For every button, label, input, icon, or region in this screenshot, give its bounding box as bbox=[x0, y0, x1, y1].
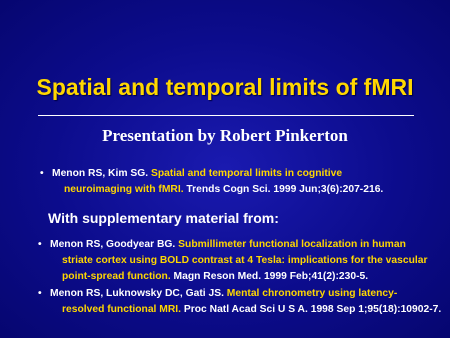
presenter-line: Presentation by Robert Pinkerton bbox=[102, 126, 348, 145]
reference-1-citation: Trends Cogn Sci. 1999 Jun;3(6):207-216. bbox=[183, 184, 384, 195]
slide-title: Spatial and temporal limits of fMRI bbox=[36, 74, 414, 100]
reference-2-title: Submillimeter functional localization in human bbox=[178, 239, 406, 250]
bullet-icon: • bbox=[38, 288, 42, 299]
reference-3-line-1 bbox=[50, 286, 441, 302]
reference-3-citation: Proc Natl Acad Sci U S A. 1998 Sep 1;95(18):10902-7. bbox=[181, 304, 442, 315]
reference-2-line-3 bbox=[50, 269, 427, 285]
bullet-icon: • bbox=[40, 168, 44, 179]
bullet-icon: • bbox=[38, 239, 42, 250]
reference-2-citation: Magn Reson Med. 1999 Feb;41(2):230-5. bbox=[170, 271, 369, 282]
reference-1-title-cont: neuroimaging with fMRI. bbox=[64, 184, 184, 195]
reference-2-title-cont: striate cortex using BOLD contrast at 4 Tesla: implications for the vascular bbox=[62, 255, 428, 266]
reference-2-authors: Menon RS, Goodyear BG. bbox=[50, 239, 179, 250]
reference-3 bbox=[38, 286, 442, 318]
reference-1 bbox=[40, 166, 384, 198]
reference-3-title-cont: resolved functional MRI. bbox=[62, 304, 182, 315]
reference-1-line-1 bbox=[52, 166, 383, 182]
reference-2-line-2 bbox=[50, 253, 427, 269]
reference-1-line-2 bbox=[52, 182, 383, 198]
reference-2-title-end: point-spread function. bbox=[62, 271, 171, 282]
reference-3-title: Mental chronometry using latency- bbox=[226, 288, 398, 299]
reference-2 bbox=[38, 237, 428, 285]
title-divider bbox=[38, 115, 414, 116]
reference-1-authors: Menon RS, Kim SG. bbox=[52, 168, 151, 179]
reference-2-line-1 bbox=[50, 237, 427, 253]
reference-3-line-2 bbox=[50, 302, 441, 318]
supplementary-heading: With supplementary material from: bbox=[48, 210, 279, 226]
reference-3-authors: Menon RS, Luknowsky DC, Gati JS. bbox=[50, 288, 227, 299]
reference-1-title: Spatial and temporal limits in cognitive bbox=[150, 168, 343, 179]
